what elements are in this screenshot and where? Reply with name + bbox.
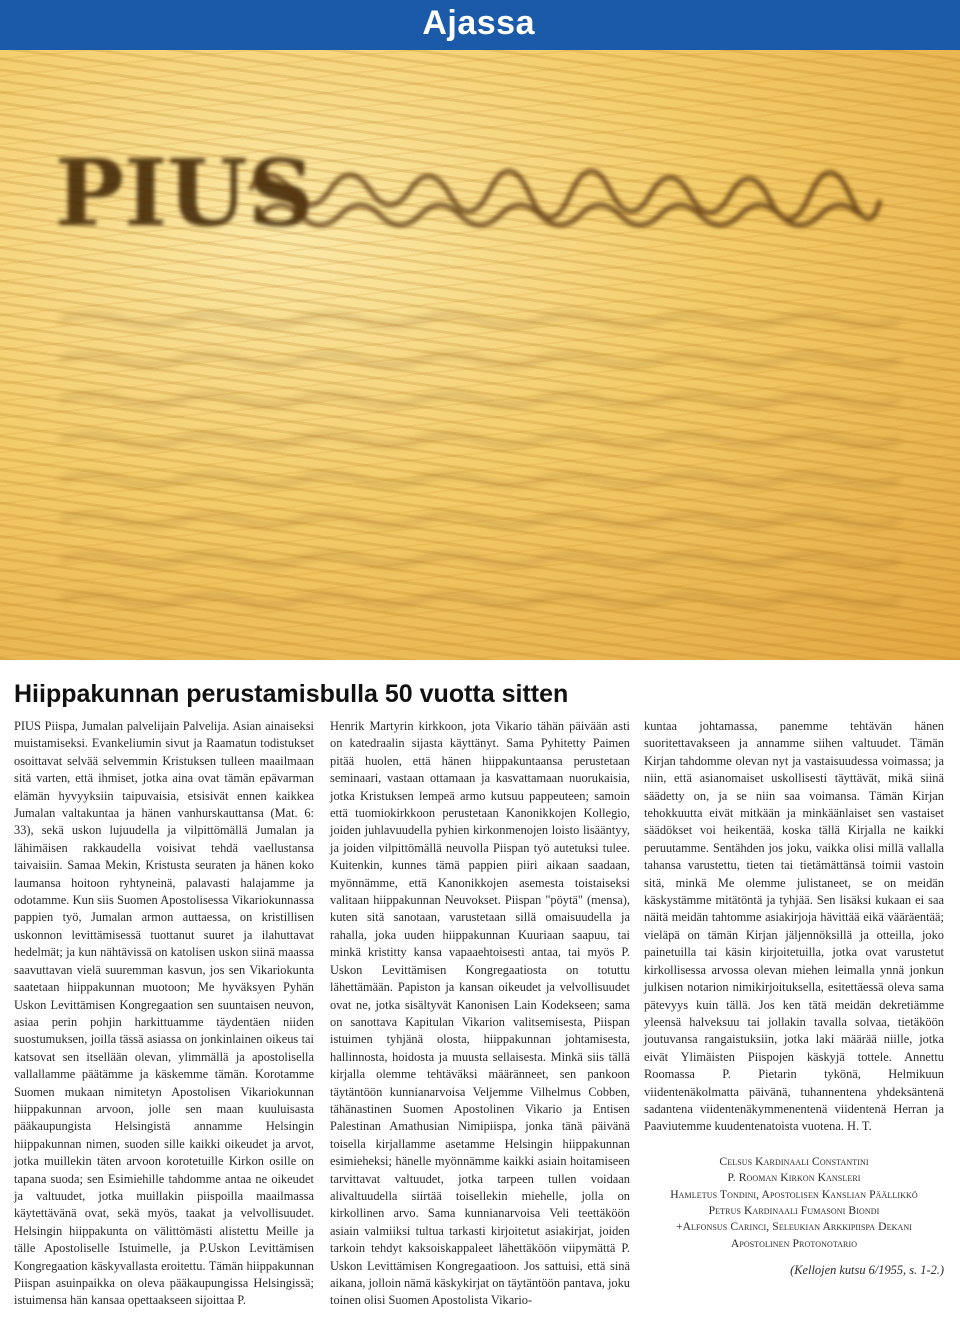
source-citation: (Kellojen kutsu 6/1955, s. 1-2.) [790,1263,944,1278]
bull-document-photo [0,50,960,660]
body-paragraph: Henrik Martyrin kirkkoon, jota Vikario tähän päivään asti on katedraalin sijasta käyttänyt. Sama Pyhitetty Paimen pitää huolen, että hänen hiippakuntaansa perustetaan seminaari, vastaan ottamaan ja kasvattamaan nuorukaisia, jotka Kristuksen lempeä armo kutsuu pappeuteen; samoin että tuomiokirkkoon perustetaan Kanonikkojen Kollegio, joiden juhlavuudella pyhien kirkonmenojen loisto lisääntyy, ja joiden vilpittömällä neuvolla Piispan työ autetuksi tulee. Kuitenkin, kunnes tämä pappien piiri aikaan saadaan, myönnämme, että Kanonikkojen asemesta toistaiseksi valitaan hiippakunnan Neuvokset. Piispan "pöytä" (mensa), kuten sitä sanotaan, varustetaan sillä omaisuudella ja rahalla, joka uuden hiippakunnan Kuuriaan saapuu, tai minkä kristitty kansa vapaaehtoisesti antaa, tai myös P. Uskon Levittämisen Kongregaatiosta on totuttu lähettämään. Papiston ja kansan oikeudet ja velvollisuudet ovat ne, jotka sisältyvät Kanonisen Lain Kodekseen; sama on sanottava Kapitulan Vikarion valitsemisesta, Piispan istuimen tyhjänä olosta, hiippakunnan johtamisesta, hallinnosta, hoidosta ja muusta sellaisesta. Minkä siis tällä kirjalla olemme tehtäväksi määränneet, sen pankoon täytäntöön kunnianarvoisa Veljemme Vilhelmus Cobben, tähänastinen Suomen Apostolinen Vikario ja Entisen Palestinan Amathusian Nimipiispa, jonka tänä päivänä toisella kirjallamme asetamme Helsingin hiippakunnan esimieheksi; hänelle myönnämme kaikki asiain hoitamiseen tarvittavat valtuudet, jotka tarpeen tullen voidaan alivaltuudella siirtää toisellekin miehelle, jolla on kirkollinen arvo. Sama kunnianarvoisa Veli teettäköön asiain valmiiksi tultua tarkasti kirjoitetut asiakirjat, joiden tarkoin tehdyt kaksoiskappaleet lähettäköön viipymättä P. Uskon Levittämisen Kongregaatioon. Jos sattuisi, että sinä aikana, jolloin nämä käskykirjat on täytäntöön pantava, joku toinen olisi Suomen Apostolista Vikario- [330,719,630,1308]
signature-line: P. Rooman Kirkon Kansleri [727,1171,861,1185]
signature-line: Hamletus Tondini, Apostolisen Kanslian Päällikkö [670,1187,918,1201]
article-column-3 [644,718,944,1280]
signature-line: Petrus Kardinaali Fumasoni Biondi [708,1203,880,1217]
signature-line: Celsus Kardinaali Constantini [719,1154,869,1168]
seal-text-pius: PIUS [55,139,314,247]
signature-line: +Alfonsus Carinci, Seleukian Arkkipiispa Dekani [675,1220,913,1234]
article-column-1 [14,718,314,1310]
parchment-script-image [0,50,960,660]
signature-block [644,1154,944,1252]
article-title: Hiippakunnan perustamisbulla 50 vuotta sitten [14,680,569,708]
article-column-2 [330,718,630,1310]
section-title: Ajassa [422,4,535,42]
body-paragraph: PIUS Piispa, Jumalan palvelijain Palvelija. Asian ainaiseksi muistamiseksi. Evankeliumin sivut ja Raamatun todistukset osoittavat selvää selvemmin Kristuksen tulleen maailmaan sitä varten, että ihmiset, jotka aina ovat tämän epävarman elämän hyvyyksiin taipuvaisia, etsisivät ennen kaikkea Jumalan valtakuntaa ja hänen vanhurskauttansa (Mat. 6: 33), sekä uskon lujuudella ja vilpittömällä Jumalan ja lähimäisen rakkaudella voisivat tehdä vaellustansa taivaisiin. Samaa Mekin, Kristusta seuraten ja hänen koko laumansa hoitoon ryhtyneinä, palavasti halajamme ja odotamme. Kun siis Suomen Apostolisessa Vikariokunnassa pappien työ, Jumalan armon auttaessa, on kristillisen uskonnon levittämisessä tuottanut suuret ja ilahuttavat hedelmät; ja kun nähtävissä on katolisen uskon siinä maassa saavuttavan vielä suuremman kasvun, jos sen Vikariokunta saatetaan hiippakunnan muotoon; Me hyväksyen Pyhän Uskon Levittämisen Kongregaation sen suuntaisen neuvon, asiaa perin pohjin harkittuamme täydentäen niiden suostumuksen, joilla tässä asiassa on jonkinlainen oikeus tai katsovat sen itsellään olevan, ylimmällä ja apostolisella vallallamme päätämme ja käskemme tämän. Korotamme Suomen mukaan nimitetyn Apostolisen Vikariokunnan hiippakunnan arvoon, jolle sen maan kuuluisasta pääkaupungista Helsingistä annamme Helsingin hiippakunnan nimen, suoden sille kaikki oikeudet ja arvot, jotka muillekin täten arvoon korotetuille Kirkon osille on tapana suoda; sen Esimiehille tahdomme antaa ne oikeudet ja valtuudet, jotka muillakin piispoilla maailmassa käytettävänä ovat, sekä myös, taakat ja velvollisuudet. Helsingin hiippakunta on välittömästi alistettu Meille ja tälle Apostoliselle Istuimelle, ja P.Uskon Levittämisen Kongregaation käskyvallasta eroitettu. Tämän hiippakunnan Piispan asuinpaikka on oleva pääkaupungissa Helsingissä; istuimensa hän kansaa opettaakseen sijoittaa P. [14,719,314,1308]
signature-line: Apostolinen Protonotario [730,1236,858,1250]
section-header-bar [0,0,960,50]
body-paragraph: kuntaa johtamassa, panemme tehtävän hänen suoritettavakseen ja annamme siihen valtuudet. Tämän Kirjan tahdomme olevan nyt ja vastaisuudessa voimassa; ja niin, että asianomaiset uskollisesti täyttävät, mikä siinä säädetty on, ja se niin saa voimansa. Tämän Kirjan tehokkuutta eivät mitkään ja minkäänlaiset sen vastaiset säädökset voi heikentää, koska tällä Kirjalla ne kaikki peruutamme. Sentähden jos joku, vaikka olisi millä vallalla tahansa varustettu, tieten tai tietämättänsä toimii vastoin sitä, minkä Me olemme julistaneet, se on meidän käskystämme mitätöntä ja tyhjää. Sen lisäksi kukaan ei saa näitä meidän tahtomme asiakirjoja hävittää eikä vääräentää; vieläpä on tämän Kirjan jäljennöksillä ja otteilla, joko painetuilla tai käsin kirjoitetuilla, jotka ovat varustetut kirkollisessa arvossa olevan miehen leimalla ynnä jonkun julkisen notarion nimikirjoituksella, esitettäessä oleva sama pätevyys kuin tällä. Jos ken tätä meidän dekretiämme yleensä halveksuu tai jollakin tavalla solvaa, tietäköön joutuvansa rangaistuksiin, jotka laki määrää niille, jotka eivät Ylimäisten Piispojen käskyjä tottele. Annettu Roomassa P. Pietarin tykönä, Helmikuun viidentenäkolmatta päivänä, tuhannentena yhdeksäntenä sadantena viidentenäkymmenentenä viidentenä Herran ja Paaviutemme kuudentenatoista vuotena. H. T. [644,719,944,1134]
